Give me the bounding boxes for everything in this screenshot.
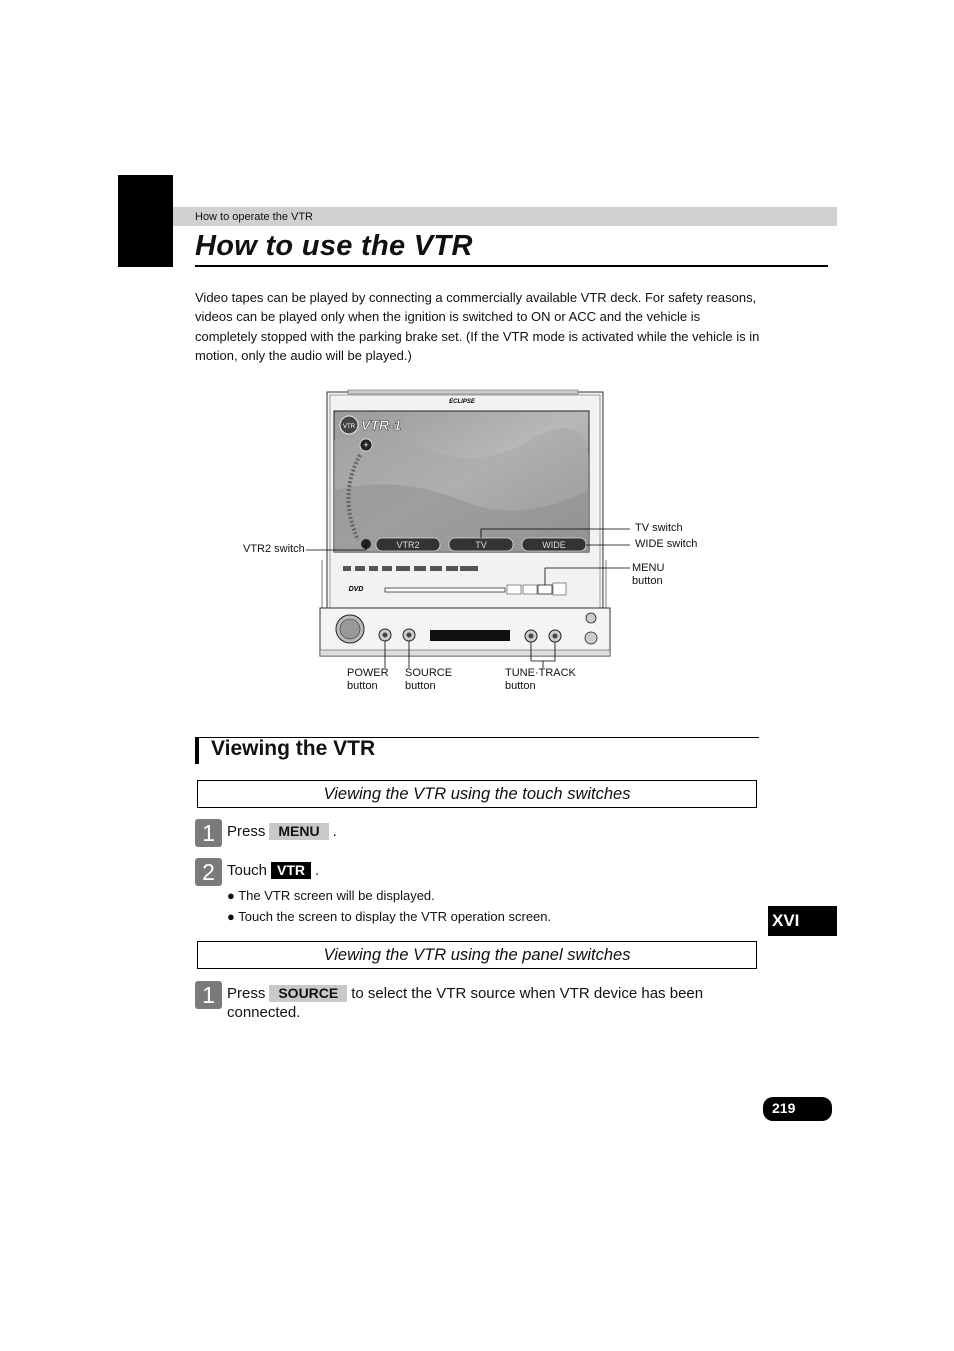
step-suffix: to select the VTR source when VTR device has been connected. (227, 985, 704, 1021)
step-number: 1 (195, 981, 222, 1009)
subheading-touch-switches: Viewing the VTR using the touch switches (197, 780, 757, 808)
menu-hard-button[interactable] (538, 585, 552, 594)
wide-switch-label: WIDE switch (635, 538, 698, 550)
faceplate-display (430, 630, 510, 641)
screen-title: VTR-1 (361, 417, 402, 433)
vtr-key: VTR (271, 862, 311, 879)
source-label-line2: button (405, 680, 436, 692)
menu-key: MENU (269, 823, 328, 840)
tune-label-line2: button (505, 680, 536, 692)
section-title: Viewing the VTR (211, 737, 376, 760)
header-section-label: How to operate the VTR (195, 211, 314, 223)
step-suffix: . (315, 862, 320, 879)
section-bar (195, 737, 199, 764)
page-title: How to use the VTR (195, 230, 473, 262)
page-number: 219 (763, 1097, 832, 1121)
subheading-panel-switches: Viewing the VTR using the panel switches (197, 941, 757, 969)
step-prefix: Touch (227, 862, 268, 879)
tune-track-button-label (505, 667, 576, 693)
step-number: 1 (195, 819, 222, 847)
disc-slot (385, 588, 505, 592)
menu-label-line2: button (632, 575, 663, 587)
step-prefix: Press (227, 985, 266, 1002)
svg-text:VTR: VTR (343, 424, 355, 430)
wide-button-label: WIDE (542, 540, 566, 550)
tune-label-line1: TUNE·TRACK (505, 667, 576, 679)
source-key: SOURCE (269, 985, 347, 1002)
source-label-line1: SOURCE (405, 667, 453, 679)
menu-button-label (632, 562, 664, 588)
svg-text:DVD: DVD (348, 586, 364, 593)
brand-logo: ECLIPSE (449, 399, 475, 405)
head-unit-figure (230, 380, 720, 700)
power-button-label (347, 667, 389, 693)
step-prefix: Press (227, 823, 266, 840)
source-button-label (405, 667, 452, 693)
intro-paragraph: Video tapes can be played by connecting a commercially available VTR deck. For safety reasons, videos can be played only when the ignition is switched to ON or ACC and the vehicle is completely stopped with the parking brake set. (If the VTR mode is activated while the vehicle is in motion, only the audio will be played.) (195, 290, 760, 363)
power-label-line1: POWER (347, 667, 389, 679)
bullet-item: ● The VTR screen will be displayed. (227, 888, 435, 903)
step-number: 2 (195, 858, 222, 886)
bullet-item: ● Touch the screen to display the VTR operation screen. (227, 909, 552, 924)
bullet-text: The VTR screen will be displayed. (238, 888, 435, 903)
title-underline (195, 265, 828, 267)
step-suffix: . (332, 823, 337, 840)
tv-switch-label: TV switch (635, 522, 683, 534)
step-touch-vtr (227, 861, 319, 880)
svg-text:+: + (363, 440, 369, 450)
menu-label-line1: MENU (632, 562, 665, 574)
vtr2-button-label: VTR2 (396, 540, 420, 550)
tv-button-label: TV (475, 540, 487, 550)
step-press-source (227, 984, 747, 1022)
power-label-line2: button (347, 680, 378, 692)
chapter-side-tab: XVI (768, 906, 837, 936)
vtr2-switch-label: VTR2 switch (243, 543, 305, 555)
step-press-menu (227, 822, 337, 841)
bullet-text: Touch the screen to display the VTR operation screen. (238, 909, 552, 924)
chapter-tab-block (118, 175, 173, 267)
